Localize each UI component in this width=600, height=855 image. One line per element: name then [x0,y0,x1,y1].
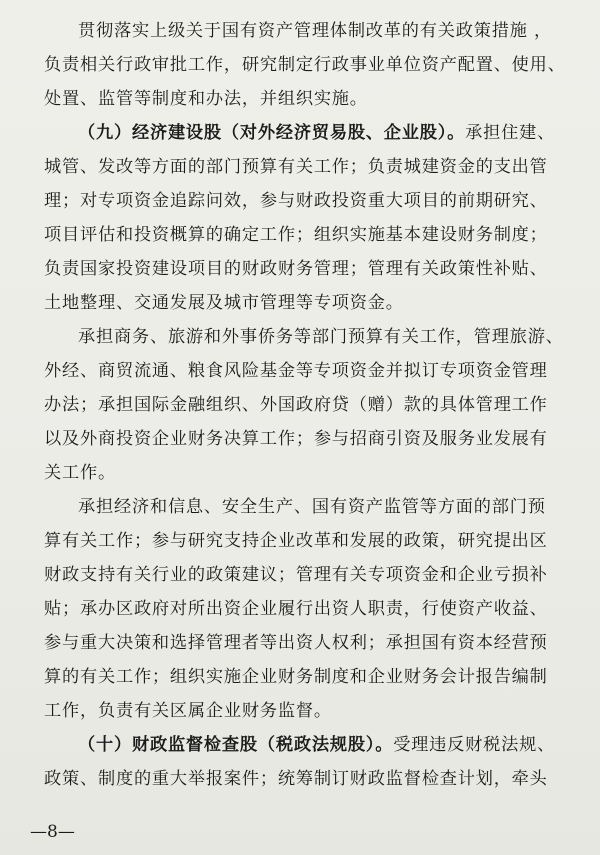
line-text: 理；对专项资金追踪问效，参与财政投资重大项目的前期研究、 [44,191,548,211]
line-text: 关工作。 [44,463,116,483]
line-text: 外经、商贸流通、粮食风险基金等专项资金并拟订专项资金管理 [44,361,548,381]
text-line [44,524,584,558]
section-heading: （十）财政监督检查股（税政法规股）。 [78,735,394,755]
text-line [44,558,584,592]
text-line [44,728,584,762]
text-line [44,660,584,694]
line-text: 负责国家投资建设项目的财政财务管理；管理有关政策性补贴、 [44,259,548,279]
text-line [44,592,584,626]
text-line [44,320,584,354]
text-line [44,14,584,48]
text-line [44,626,584,660]
text-line [44,184,584,218]
text-line [44,456,584,490]
text-line [44,388,584,422]
line-text: 承担商务、旅游和外事侨务等部门预算有关工作，管理旅游、 [78,327,564,347]
text-line [44,694,584,728]
line-text: 贴；承办区政府对所出资企业履行出资人职责，行使资产收益、 [44,599,548,619]
line-text: 承担经济和信息、安全生产、国有资产监管等方面的部门预 [78,497,546,517]
line-text: 算有关工作；参与研究支持企业改革和发展的政策，研究提出区 [44,531,548,551]
document-body [44,14,584,796]
line-text: 项目评估和投资概算的确定工作；组织实施基本建设财务制度； [44,225,548,245]
line-text: 处置、监管等制度和办法，并组织实施。 [44,89,368,109]
text-line [44,116,584,150]
line-text: 参与重大决策和选择管理者等出资人权利；承担国有资本经营预 [44,633,548,653]
line-text: 贯彻落实上级关于国有资产管理体制改革的有关政策措施 ， [78,21,552,41]
line-text: 土地整理、交通发展及城市管理等专项资金。 [44,293,404,313]
line-text: 政策、制度的重大举报案件；统筹制订财政监督检查计划，牵头 [44,769,548,789]
line-text: 承担住建、 [465,123,556,143]
page-number: —8— [30,822,75,842]
text-line [44,150,584,184]
line-text: 受理违反财税法规、 [393,735,556,755]
line-text: 城管、发改等方面的部门预算有关工作；负责城建资金的支出管 [44,157,548,177]
line-text: 算的有关工作；组织实施企业财务制度和企业财务会计报告编制 [44,667,548,687]
text-line [44,286,584,320]
text-line [44,490,584,524]
line-text: 以及外商投资企业财务决算工作；参与招商引资及服务业发展有 [44,429,548,449]
text-line [44,252,584,286]
text-line [44,82,584,116]
line-text: 办法；承担国际金融组织、外国政府贷（赠）款的具体管理工作 [44,395,548,415]
text-line [44,762,584,796]
line-text: 负责相关行政审批工作，研究制定行政事业单位资产配置、使用、 [44,55,566,75]
text-line [44,48,584,82]
line-text: 工作，负责有关区属企业财务监督。 [44,701,332,721]
line-text: 财政支持有关行业的政策建议；管理有关专项资金和企业亏损补 [44,565,548,585]
section-heading: （九）经济建设股（对外经济贸易股、企业股）。 [78,123,466,143]
text-line [44,354,584,388]
text-line [44,218,584,252]
text-line [44,422,584,456]
